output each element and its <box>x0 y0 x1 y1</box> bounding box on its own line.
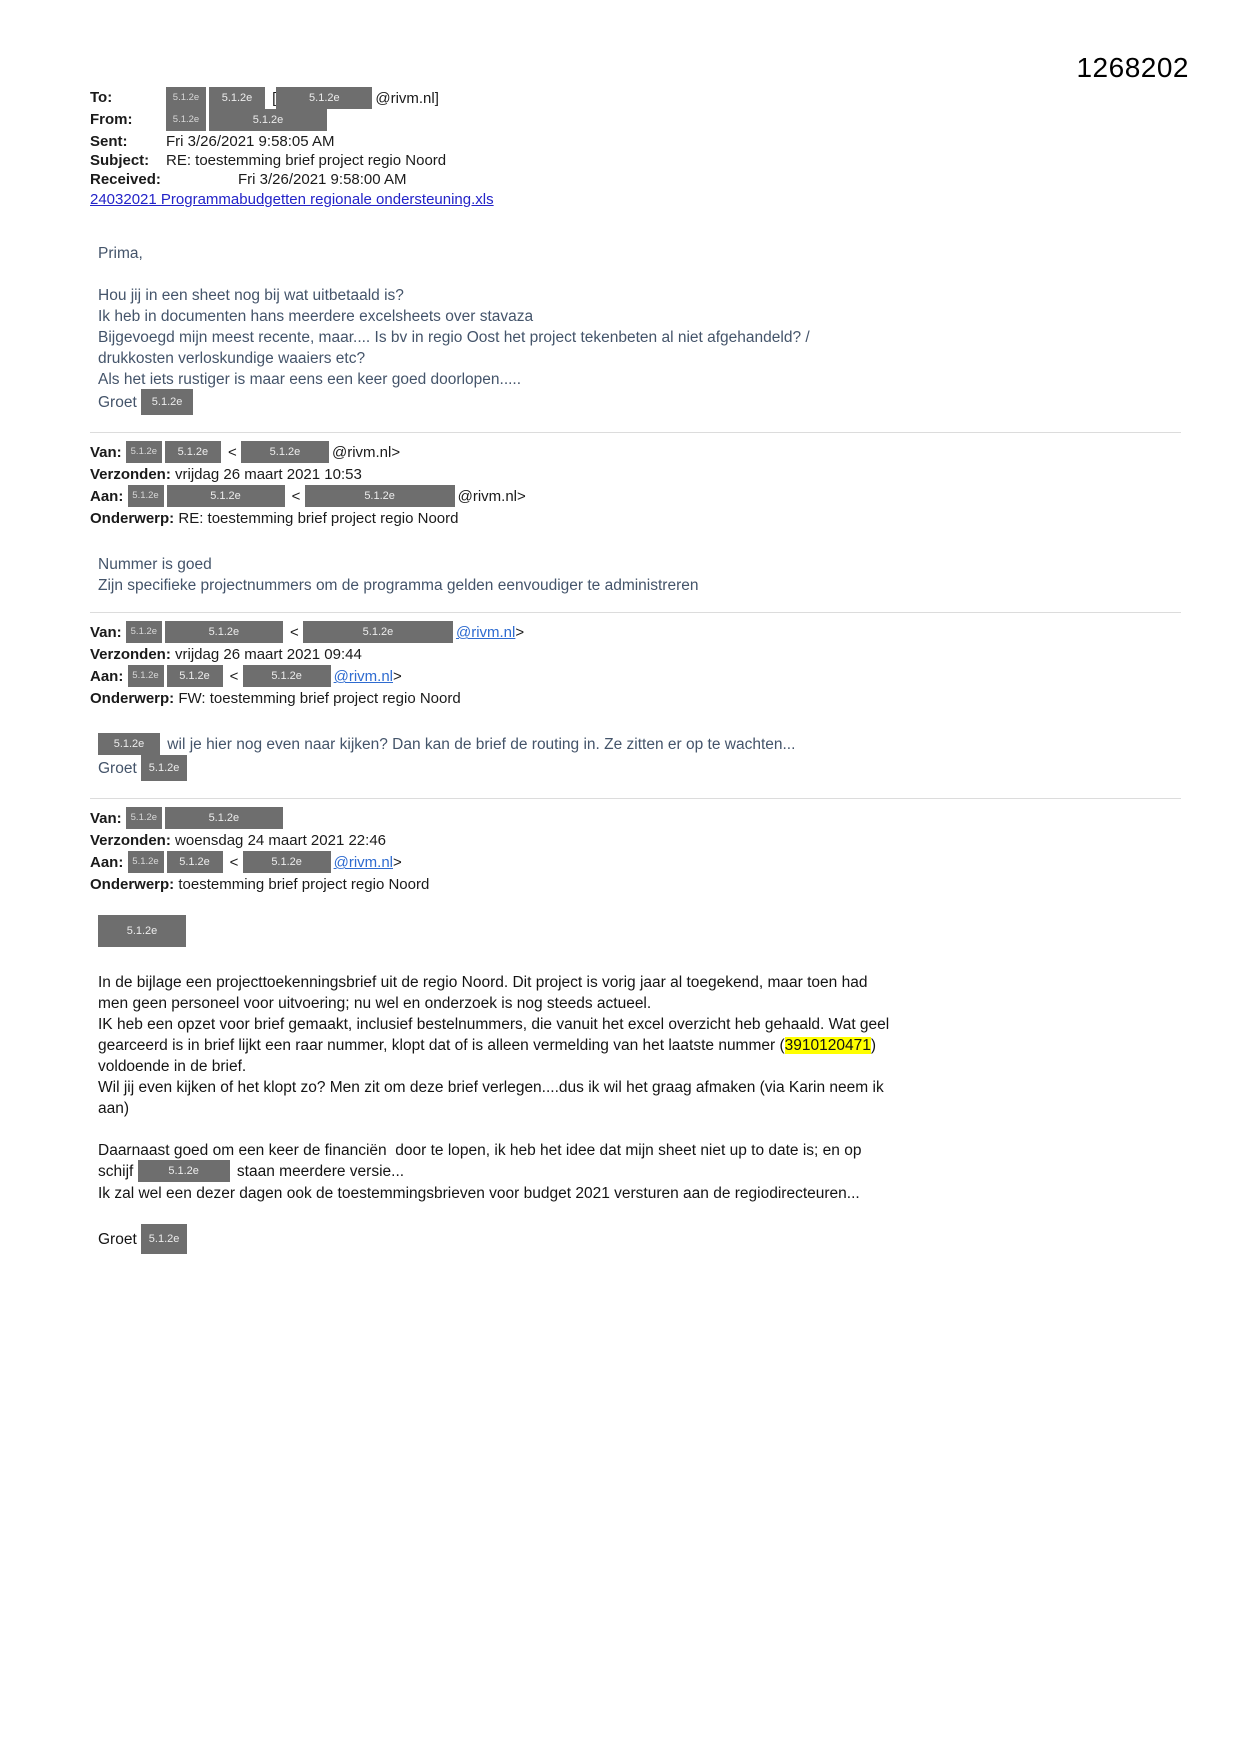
text-line <box>90 874 1181 896</box>
text-line <box>98 972 1181 993</box>
field-label: Aan: <box>90 854 128 872</box>
sent-label: Sent: <box>90 133 128 150</box>
field-label: Verzonden: <box>90 466 176 484</box>
field-label: Aan: <box>90 488 128 506</box>
redaction-box: 5.1.2e <box>276 87 372 109</box>
message-3-body <box>98 734 1181 782</box>
text-segment: > <box>393 668 402 686</box>
redaction-box: 5.1.2e <box>128 851 164 873</box>
subject-value: RE: toestemming brief project regio Noord <box>166 152 447 169</box>
redaction-box: 5.1.2e <box>126 441 162 463</box>
email-header <box>90 88 1181 208</box>
sent-value: Fri 3/26/2021 9:58:05 AM <box>166 133 335 150</box>
message-4-body <box>98 972 1181 1255</box>
email-address-link[interactable]: @rivm.nl <box>333 668 394 686</box>
text-line <box>98 243 1181 264</box>
text-line <box>98 1204 1181 1225</box>
redaction-box: 5.1.2e <box>165 621 283 643</box>
text-segment: FW: toestemming brief project regio Noord <box>178 690 461 708</box>
from-label: From: <box>90 111 133 128</box>
text-segment: ) <box>870 1037 877 1055</box>
text-segment: [ <box>268 89 277 107</box>
text-segment: gearceerd is in brief lijkt een raar nummer, klopt dat of is alleen vermelding van het laatste nummer ( <box>98 1037 785 1055</box>
text-line <box>98 1161 1181 1183</box>
email-address-link[interactable]: @rivm.nl <box>333 854 394 872</box>
text-segment: Wil jij even kijken of het klopt zo? Men zit om deze brief verlegen....dus ik wil het graag afmaken (via Karin neem ik <box>98 1079 884 1097</box>
text-segment: Bijgevoegd mijn meest recente, maar.... Is bv in regio Oost het project tekenbeten al niet afgehandeld? / <box>98 329 810 346</box>
text-line <box>98 390 1181 416</box>
text-line <box>98 554 1181 575</box>
redaction-box: 5.1.2e <box>141 1224 187 1254</box>
redaction-box: 5.1.2e <box>243 851 331 873</box>
text-line <box>90 464 1181 486</box>
divider <box>90 798 1181 799</box>
quoted-header-3 <box>90 808 1181 896</box>
text-line <box>90 666 1181 688</box>
text-line <box>98 1140 1181 1161</box>
redaction-box: 5.1.2e <box>165 807 283 829</box>
field-label: Onderwerp: <box>90 690 179 708</box>
field-label: Onderwerp: <box>90 510 179 528</box>
text-segment: @rivm.nl> <box>331 444 401 461</box>
text-segment: voldoende in de brief. <box>98 1058 247 1076</box>
text-line <box>90 688 1181 710</box>
text-line <box>90 622 1181 644</box>
text-line <box>166 88 439 110</box>
field-label: Van: <box>90 624 126 642</box>
field-label: Verzonden: <box>90 646 176 664</box>
redaction-box: 5.1.2e <box>141 389 193 415</box>
from-value <box>166 110 330 132</box>
text-line <box>90 442 1181 464</box>
redaction-box: 5.1.2e <box>138 1160 230 1182</box>
field-label: Aan: <box>90 668 128 686</box>
text-segment: Prima, <box>98 245 143 262</box>
text-segment: < <box>225 668 243 686</box>
header-row-subject <box>90 151 1181 170</box>
text-line <box>98 1014 1181 1035</box>
redaction-box: 5.1.2e <box>141 755 187 781</box>
text-line <box>98 1035 1181 1056</box>
text-line <box>98 1098 1181 1119</box>
header-row-from <box>90 110 1181 132</box>
text-segment: staan meerdere versie... <box>232 1163 405 1181</box>
text-line <box>90 830 1181 852</box>
message-2-body <box>98 554 1181 596</box>
subject-label: Subject: <box>90 152 150 169</box>
text-line <box>98 756 1181 782</box>
redaction-box: 5.1.2e <box>209 109 327 131</box>
text-line <box>98 369 1181 390</box>
header-row-sent <box>90 132 1181 151</box>
text-line <box>98 575 1181 596</box>
text-segment: Ik heb in documenten hans meerdere excelsheets over stavaza <box>98 308 534 325</box>
text-segment: schijf <box>98 1163 138 1181</box>
text-line <box>98 916 1181 948</box>
text-segment: IK heb een opzet voor brief gemaakt, inclusief bestelnummers, die vanuit het excel overzicht heb gehaald. Wat geel <box>98 1016 890 1034</box>
text-segment: < <box>225 854 243 872</box>
text-line <box>98 348 1181 369</box>
redaction-box: 5.1.2e <box>128 665 164 687</box>
redaction-box: 5.1.2e <box>167 851 223 873</box>
text-line <box>90 508 1181 530</box>
text-line <box>98 327 1181 348</box>
field-label: Van: <box>90 810 126 828</box>
header-row-to <box>90 88 1181 110</box>
text-segment: > <box>515 624 525 642</box>
text-segment: men geen personeel voor uitvoering; nu wel en onderzoek is nog steeds actueel. <box>98 995 652 1013</box>
text-segment: woensdag 24 maart 2021 22:46 <box>175 832 387 850</box>
text-line <box>98 993 1181 1014</box>
text-line <box>98 285 1181 306</box>
text-segment: vrijdag 26 maart 2021 10:53 <box>175 466 362 484</box>
to-label: To: <box>90 89 113 106</box>
text-segment: Ik zal wel een dezer dagen ook de toestemmingsbrieven voor budget 2021 versturen aan de regiodirecteuren... <box>98 1185 860 1203</box>
header-row-received <box>90 170 1181 189</box>
text-segment: < <box>223 444 241 461</box>
redaction-box: 5.1.2e <box>241 441 329 463</box>
text-segment: drukkosten verloskundige waaiers etc? <box>98 350 366 367</box>
text-line <box>98 1183 1181 1204</box>
redaction-box: 5.1.2e <box>305 485 455 507</box>
divider <box>90 432 1181 433</box>
text-segment: wil je hier nog even naar kijken? Dan kan de brief de routing in. Ze zitten er op te wachten... <box>163 736 796 754</box>
text-line <box>98 1077 1181 1098</box>
divider <box>90 612 1181 613</box>
text-segment: @rivm.nl> <box>457 488 526 506</box>
text-segment: < <box>287 488 305 506</box>
message-1-body <box>98 243 1181 416</box>
redaction-box: 5.1.2e <box>98 915 186 947</box>
text-segment: Daarnaast goed om een keer de financiën door te lopen, ik heb het idee dat mijn sheet niet up to date is; en op <box>98 1142 862 1160</box>
redaction-box: 5.1.2e <box>303 621 453 643</box>
redaction-box: 5.1.2e <box>165 441 221 463</box>
highlighted-number: 3910120471 <box>784 1037 871 1055</box>
quoted-header-2 <box>90 622 1181 710</box>
text-line <box>98 1119 1181 1140</box>
redaction-box: 5.1.2e <box>167 665 223 687</box>
redaction-box: 5.1.2e <box>166 87 206 109</box>
email-address-link[interactable]: @rivm.nl <box>455 624 516 642</box>
field-label: Van: <box>90 444 126 461</box>
quoted-header-1 <box>90 442 1181 530</box>
text-line <box>98 1056 1181 1077</box>
redaction-box: 5.1.2e <box>167 485 285 507</box>
redaction-box: 5.1.2e <box>98 733 160 755</box>
text-line <box>90 808 1181 830</box>
to-value <box>166 88 439 110</box>
text-segment: Groet <box>98 1231 142 1249</box>
text-line <box>98 1225 1181 1255</box>
text-segment: > <box>393 854 402 872</box>
text-segment: toestemming brief project regio Noord <box>178 876 430 894</box>
redaction-box: 5.1.2e <box>126 807 162 829</box>
text-segment: Als het iets rustiger is maar eens een keer goed doorlopen..... <box>98 371 522 388</box>
text-segment: In de bijlage een projecttoekenningsbrief uit de regio Noord. Dit project is vorig jaar al toegekend, maar toen had <box>98 974 868 992</box>
text-segment: Groet <box>98 760 142 778</box>
text-segment: < <box>285 624 303 642</box>
text-segment: @rivm.nl] <box>375 89 439 107</box>
redaction-box: 5.1.2e <box>243 665 331 687</box>
text-segment: aan) <box>98 1100 130 1118</box>
field-label: Verzonden: <box>90 832 176 850</box>
standalone-redaction <box>98 916 1181 948</box>
text-line <box>98 306 1181 327</box>
text-segment: Nummer is goed <box>98 556 212 574</box>
text-segment: RE: toestemming brief project regio Noord <box>178 510 459 528</box>
text-line <box>98 734 1181 756</box>
text-line <box>98 264 1181 285</box>
text-line <box>90 644 1181 666</box>
received-label: Received: <box>90 171 161 188</box>
text-segment: vrijdag 26 maart 2021 09:44 <box>175 646 362 664</box>
received-value: Fri 3/26/2021 9:58:00 AM <box>238 171 407 188</box>
redaction-box: 5.1.2e <box>128 485 164 507</box>
text-segment: Groet <box>98 394 142 412</box>
redaction-box: 5.1.2e <box>126 621 162 643</box>
text-segment: Hou jij in een sheet nog bij wat uitbetaald is? <box>98 287 404 304</box>
redaction-box: 5.1.2e <box>166 109 206 131</box>
text-line <box>90 852 1181 874</box>
text-segment: Zijn specifieke projectnummers om de programma gelden eenvoudiger te administreren <box>98 577 699 595</box>
redaction-box: 5.1.2e <box>209 87 265 109</box>
field-label: Onderwerp: <box>90 876 179 894</box>
text-line <box>90 486 1181 508</box>
text-line <box>166 110 330 132</box>
document-number: 1268202 <box>1076 52 1189 83</box>
attachment-link[interactable]: 24032021 Programmabudgetten regionale ondersteuning.xls <box>90 191 494 208</box>
